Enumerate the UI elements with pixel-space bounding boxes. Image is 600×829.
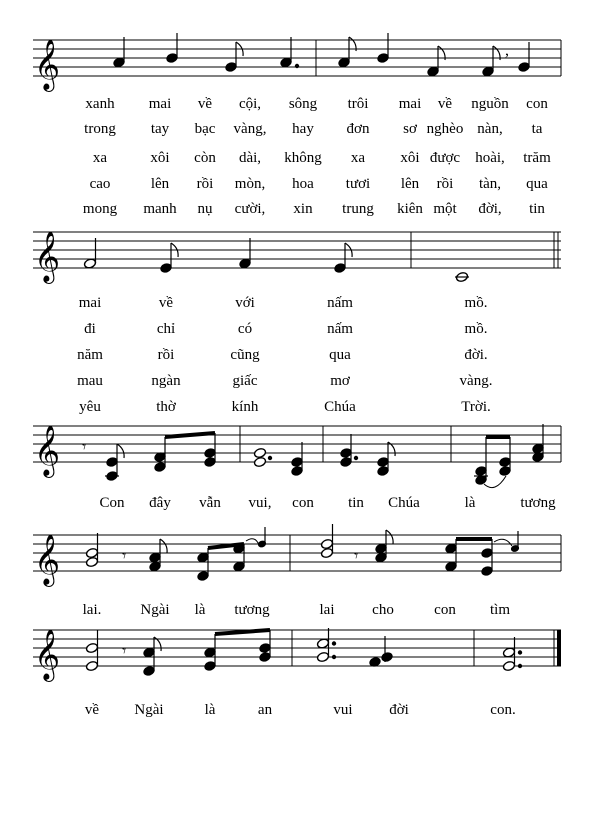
lyric-syllable: trăm xyxy=(523,150,551,166)
lyric-syllable: xin xyxy=(293,201,313,217)
lyric-syllable: kính xyxy=(231,399,259,415)
lyric-syllable: con xyxy=(526,96,548,112)
lyric-syllable: hoa xyxy=(292,176,314,192)
staff-system-5 xyxy=(33,630,561,666)
lyric-syllable: xa xyxy=(92,150,108,166)
treble-clef-icon: 𝄞 xyxy=(34,534,61,585)
lyric-syllable: Chúa xyxy=(324,399,356,415)
lyric-syllable: trung xyxy=(342,201,374,217)
lyric-line xyxy=(79,295,488,311)
lyric-syllable: nấm xyxy=(327,321,353,337)
lyric-syllable: xanh xyxy=(85,96,115,112)
lyric-line xyxy=(93,150,551,166)
lyric-syllable: Chúa xyxy=(388,495,420,511)
lyric-syllable: chỉ xyxy=(156,321,176,337)
lyric-syllable: tin xyxy=(529,201,545,217)
lyric-syllable: về xyxy=(197,96,213,112)
lyric-syllable: mơ xyxy=(330,373,350,389)
lyric-syllable: đi xyxy=(84,321,96,337)
lyric-syllable: nghèo xyxy=(426,121,464,137)
lyric-syllable: vàng. xyxy=(459,373,493,389)
staff-system-3 xyxy=(33,426,561,462)
treble-clef-icon: 𝄞 xyxy=(34,231,61,282)
lyric-line xyxy=(84,121,543,137)
lyric-syllable: kiên xyxy=(397,201,423,217)
lyric-syllable: nụ xyxy=(197,201,213,217)
svg-text:,: , xyxy=(505,42,509,59)
lyric-syllable: vui, xyxy=(248,495,272,511)
lyric-line xyxy=(85,96,548,112)
lyric-syllable: mồ. xyxy=(464,295,488,311)
lyric-syllable: trôi xyxy=(347,96,369,112)
lyric-line xyxy=(77,373,492,389)
lyric-syllable: mai xyxy=(148,96,172,112)
lyric-syllable: là xyxy=(204,702,216,718)
lyric-syllable: dài, xyxy=(238,150,262,166)
refrain-lyrics-1 xyxy=(99,495,556,511)
lyric-syllable: đời. xyxy=(464,347,488,363)
lyric-line xyxy=(90,176,549,192)
lyric-syllable: sông xyxy=(288,96,318,112)
staff-system-1 xyxy=(33,40,561,76)
treble-clef-icon: 𝄞 xyxy=(34,39,61,90)
lyric-syllable: lai. xyxy=(82,602,102,618)
svg-text:𝄾: 𝄾 xyxy=(354,548,359,565)
lyric-syllable: nguồn xyxy=(471,96,509,112)
lyric-syllable: con. xyxy=(490,702,516,718)
lyric-syllable: con xyxy=(434,602,456,618)
lyric-syllable: mòn, xyxy=(234,176,266,192)
lyric-syllable: cho xyxy=(372,602,394,618)
lyric-syllable: tươi xyxy=(345,176,371,192)
svg-text:𝄾: 𝄾 xyxy=(122,643,127,660)
lyric-syllable: tương xyxy=(234,602,270,618)
lyric-syllable: mồ. xyxy=(464,321,488,337)
lyric-syllable: về xyxy=(84,702,100,718)
lyric-syllable: qua xyxy=(329,347,351,363)
lyric-syllable: Con xyxy=(99,495,125,511)
lyric-syllable: mau xyxy=(77,373,103,389)
lyric-syllable: lai xyxy=(319,602,335,618)
lyric-syllable: năm xyxy=(77,347,103,363)
lyric-syllable: lên xyxy=(400,176,420,192)
lyric-syllable: vui xyxy=(333,702,353,718)
lyric-syllable: mai xyxy=(78,295,102,311)
lyric-syllable: yêu xyxy=(79,399,101,415)
lyric-syllable: rồi xyxy=(436,176,454,192)
lyric-syllable: có xyxy=(237,321,253,337)
lyric-line xyxy=(79,399,491,415)
lyric-syllable: nấm xyxy=(327,295,353,311)
lyric-syllable: bạc xyxy=(194,121,216,137)
lyric-syllable: xa xyxy=(350,150,366,166)
lyric-syllable: một xyxy=(433,201,457,217)
lyric-syllable: tìm xyxy=(489,602,511,618)
lyric-syllable: không xyxy=(284,150,322,166)
lyric-syllable: trong xyxy=(84,121,116,137)
lyric-syllable: Trời. xyxy=(461,399,491,415)
lyric-syllable: nàn, xyxy=(477,121,503,137)
svg-text:𝄾: 𝄾 xyxy=(122,548,127,565)
lyric-syllable: ta xyxy=(531,121,543,137)
lyric-syllable: hoài, xyxy=(475,150,505,166)
treble-clef-icon: 𝄞 xyxy=(34,425,61,476)
lyric-syllable: an xyxy=(257,702,273,718)
lyric-syllable: ngàn xyxy=(151,373,181,389)
lyric-syllable: về xyxy=(437,96,453,112)
lyric-syllable: con xyxy=(292,495,314,511)
lyric-syllable: mong xyxy=(82,201,118,217)
lyric-syllable: vẫn xyxy=(199,495,221,511)
lyric-syllable: hay xyxy=(292,121,314,137)
notes-system-3 xyxy=(82,424,544,488)
lyric-syllable: đời, xyxy=(478,201,502,217)
lyric-line xyxy=(83,201,545,217)
lyric-syllable: rồi xyxy=(196,176,214,192)
lyric-syllable: sơ xyxy=(403,121,417,137)
lyric-syllable: tin xyxy=(348,495,364,511)
lyric-syllable: còn xyxy=(194,150,216,166)
refrain-lyrics-2 xyxy=(83,602,511,618)
lyric-syllable: được xyxy=(429,150,461,166)
lyric-syllable: tàn, xyxy=(478,176,502,192)
lyric-syllable: lên xyxy=(150,176,170,192)
verse-lyrics-1 xyxy=(83,96,551,217)
lyric-syllable: cười, xyxy=(234,201,266,217)
lyric-syllable: xôi xyxy=(150,150,170,166)
lyric-syllable: đời xyxy=(389,702,409,718)
lyric-syllable: mai xyxy=(398,96,422,112)
lyric-syllable: manh xyxy=(143,201,177,217)
lyric-syllable: với xyxy=(235,295,255,311)
lyric-syllable: đây xyxy=(149,495,171,511)
lyric-syllable: cội, xyxy=(238,96,262,112)
lyric-syllable: cao xyxy=(89,176,111,192)
lyric-syllable: đơn xyxy=(346,121,370,137)
lyric-syllable: rồi xyxy=(157,347,175,363)
lyric-syllable: là xyxy=(464,495,476,511)
svg-text:𝄾: 𝄾 xyxy=(82,439,87,456)
lyric-syllable: thờ xyxy=(156,399,176,415)
lyric-syllable: về xyxy=(158,295,174,311)
lyric-line xyxy=(84,321,487,337)
lyric-syllable: giấc xyxy=(232,373,258,389)
refrain-lyrics-3 xyxy=(85,702,516,718)
verse-lyrics-2 xyxy=(77,295,492,415)
lyric-syllable: Ngài xyxy=(140,602,170,618)
lyric-syllable: là xyxy=(194,602,206,618)
lyric-syllable: qua xyxy=(526,176,548,192)
lyric-syllable: cũng xyxy=(230,347,260,363)
staff-system-2 xyxy=(33,232,561,268)
lyric-line xyxy=(77,347,488,363)
lyric-syllable: vàng, xyxy=(233,121,267,137)
lyric-syllable: Ngài xyxy=(134,702,164,718)
lyric-syllable: tay xyxy=(150,121,170,137)
lyric-syllable: tương xyxy=(520,495,556,511)
lyric-syllable: xôi xyxy=(400,150,420,166)
notes-system-5 xyxy=(85,628,521,676)
treble-clef-icon: 𝄞 xyxy=(34,629,61,680)
